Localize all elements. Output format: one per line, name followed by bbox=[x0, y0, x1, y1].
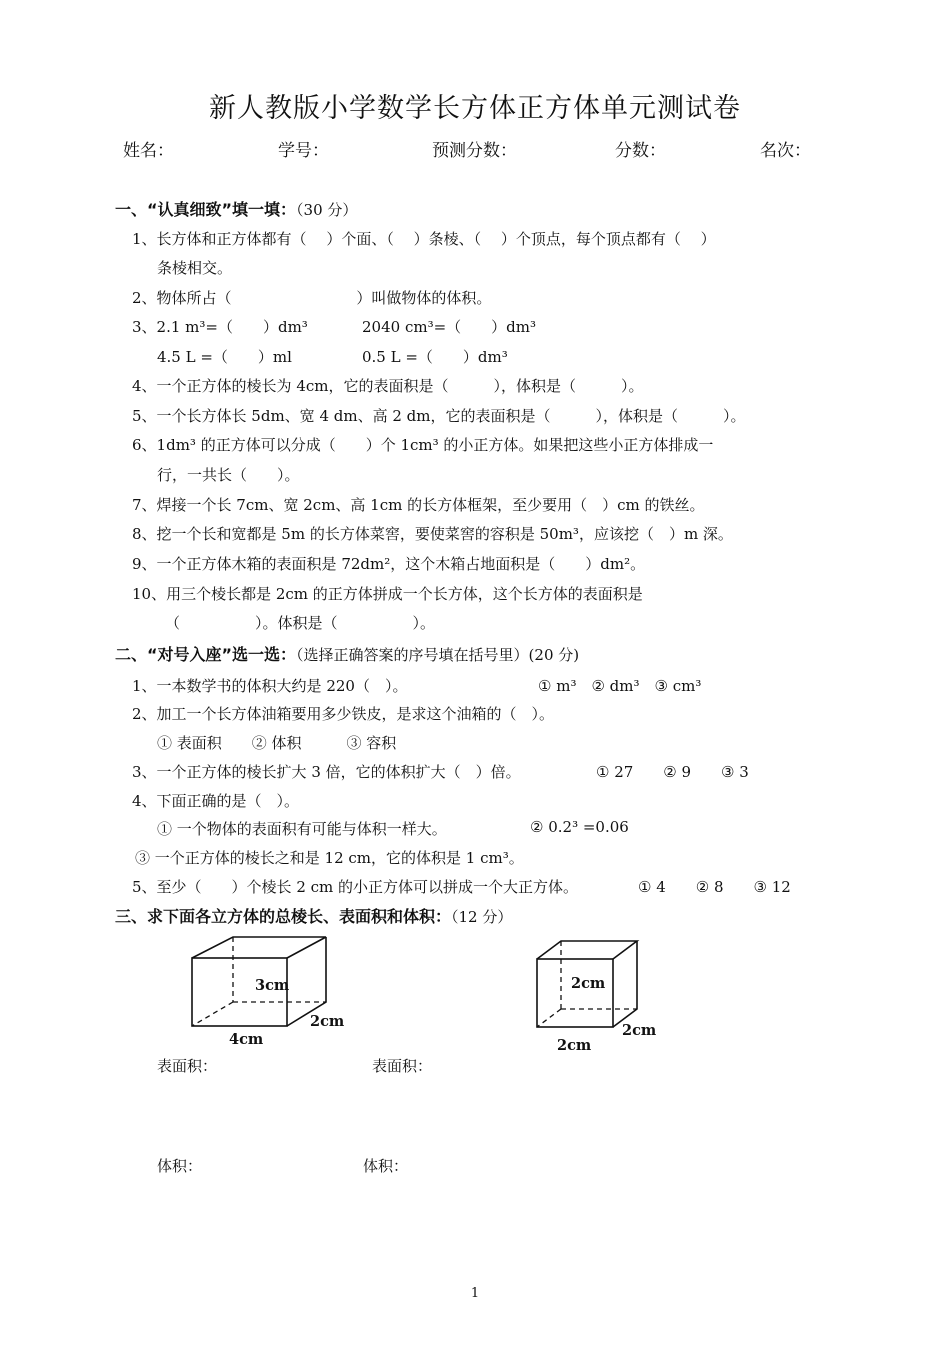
fill-q8: 8、挖一个长和宽都是 5m 的长方体菜窖，要使菜窖的容积是 50m³，应该挖（ ）m 深。 bbox=[132, 525, 733, 543]
choice-q4-option3: ③ 一个正方体的棱长之和是 12 cm，它的体积是 1 cm³。 bbox=[135, 849, 524, 867]
cuboid-width-label: 2cm bbox=[310, 1013, 345, 1030]
choice-q2: 2、加工一个长方体油箱要用多少铁皮，是求这个油箱的（ ）。 bbox=[132, 705, 555, 723]
rank-label: 名次： bbox=[760, 141, 811, 161]
predicted-score-label: 预测分数： bbox=[432, 141, 517, 161]
cube-length-label: 2cm bbox=[557, 1037, 592, 1054]
student-no-label: 学号： bbox=[278, 141, 329, 161]
surface-area-right-label: 表面积： bbox=[372, 1057, 433, 1075]
cube-top-face bbox=[537, 941, 637, 959]
choice-q4: 4、下面正确的是（ ）。 bbox=[132, 792, 300, 810]
section-solid-points: （12 分） bbox=[451, 908, 513, 926]
fill-q4: 4、一个正方体的棱长为 4cm，它的表面积是（ ），体积是（ ）。 bbox=[132, 377, 644, 395]
cuboid-top-face bbox=[192, 937, 326, 958]
choice-q5: 5、至少（ ）个棱长 2 cm 的小正方体可以拼成一个大正方体。 bbox=[132, 878, 579, 896]
section-fill-points: （30 分） bbox=[296, 201, 358, 219]
cube-right-face bbox=[613, 941, 637, 1027]
cube-width-label: 2cm bbox=[622, 1022, 657, 1039]
cuboid-height-label: 3cm bbox=[255, 977, 290, 994]
score-label: 分数： bbox=[615, 141, 666, 161]
choice-q3: 3、一个正方体的棱长扩大 3 倍，它的体积扩大（ ）倍。 bbox=[132, 763, 521, 781]
fill-q1-line2: 条棱相交。 bbox=[157, 259, 233, 277]
choice-q3-options: ① 27 ② 9 ③ 3 bbox=[596, 763, 749, 781]
fill-q9: 9、一个正方体木箱的表面积是 72dm²，这个木箱占地面积是（ ）dm²。 bbox=[132, 555, 646, 573]
volume-right-label: 体积： bbox=[363, 1157, 409, 1175]
section-choice-heading bbox=[115, 642, 579, 665]
fill-q3-right: 2040 cm³=（ ）dm³ bbox=[362, 318, 536, 336]
section-solid-title: 三、求下面各立方体的总棱长、表面积和体积： bbox=[115, 907, 452, 926]
page-number: 1 bbox=[470, 1286, 480, 1301]
fill-q1-line1: 1、长方体和正方体都有（ ）个面、（ ）条棱、（ ）个顶点，每个顶点都有（ ） bbox=[132, 230, 716, 248]
fill-q10-line2: （ ）。体积是（ ）。 bbox=[165, 614, 436, 632]
section-choice-title: 二、“对号入座”选一选： bbox=[115, 645, 297, 664]
fill-q6-line1: 6、1dm³ 的正方体可以分成（ ）个 1cm³ 的小正方体。如果把这些小正方体排成一 bbox=[132, 436, 714, 454]
surface-area-left-label: 表面积： bbox=[157, 1057, 218, 1075]
cuboid-length-label: 4cm bbox=[229, 1031, 264, 1048]
fill-q3b-right: 0.5 L =（ ）dm³ bbox=[362, 348, 508, 366]
volume-left-label: 体积： bbox=[157, 1157, 203, 1175]
fill-q10-line1: 10、用三个棱长都是 2cm 的正方体拼成一个长方体，这个长方体的表面积是 bbox=[132, 585, 643, 603]
section-fill-title: 一、“认真细致”填一填： bbox=[115, 200, 297, 219]
section-fill-heading bbox=[115, 197, 357, 220]
choice-q1: 1、一本数学书的体积大约是 220（ ）。 bbox=[132, 677, 408, 695]
cube-front-face bbox=[537, 959, 613, 1027]
fill-q3-left: 3、2.1 m³=（ ）dm³ bbox=[132, 318, 308, 336]
section-solid-heading bbox=[115, 904, 512, 927]
choice-q4-option2: ② 0.2³ =0.06 bbox=[530, 818, 629, 836]
choice-q5-options: ① 4 ② 8 ③ 12 bbox=[638, 878, 791, 896]
cube-height-label: 2cm bbox=[571, 975, 606, 992]
fill-q3b-left: 4.5 L =（ ）ml bbox=[157, 348, 292, 366]
section-choice-points: （选择正确答案的序号填在括号里）(20 分) bbox=[296, 646, 580, 664]
choice-q1-options: ① m³ ② dm³ ③ cm³ bbox=[538, 677, 702, 695]
page-title: 新人教版小学数学长方体正方体单元测试卷 bbox=[209, 93, 741, 124]
choice-q4-option1: ① 一个物体的表面积有可能与体积一样大。 bbox=[157, 820, 447, 838]
fill-q5: 5、一个长方体长 5dm、宽 4 dm、高 2 dm，它的表面积是（ ），体积是（ ）。 bbox=[132, 407, 746, 425]
choice-q2-options: ① 表面积 ② 体积 ③ 容积 bbox=[157, 734, 397, 752]
fill-q6-line2: 行，一共长（ ）。 bbox=[157, 466, 300, 484]
fill-q2: 2、物体所占（ ）叫做物体的体积。 bbox=[132, 289, 492, 307]
name-field-label: 姓名： bbox=[123, 141, 174, 161]
fill-q7: 7、焊接一个长 7cm、宽 2cm、高 1cm 的长方体框架，至少要用（ ）cm 的铁丝。 bbox=[132, 496, 705, 514]
